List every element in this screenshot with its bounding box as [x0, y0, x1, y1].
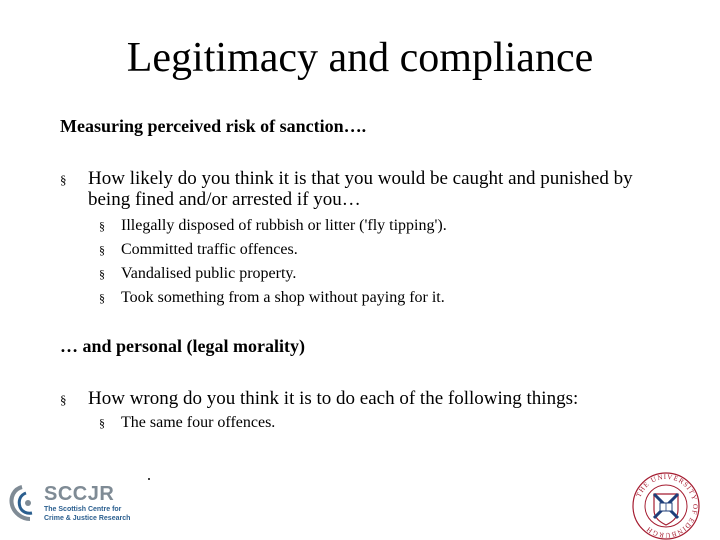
list-item-text: Illegally disposed of rubbish or litter ('fly tipping').: [121, 217, 447, 234]
morality-list: [99, 411, 275, 435]
section-heading-risk: Measuring perceived risk of sanction….: [60, 116, 367, 136]
bullet-icon: §: [60, 392, 67, 407]
bullet-icon: §: [99, 267, 105, 281]
list-item: [99, 286, 447, 310]
list-item-text: The same four offences.: [121, 414, 276, 431]
bullet-icon: §: [99, 219, 105, 233]
logo-tagline-line: Crime & Justice Research: [44, 515, 131, 522]
logo-tagline: [44, 505, 154, 523]
slide-title: Legitimacy and compliance: [126, 35, 594, 81]
question-morality-text: How wrong do you think it is to do each of the following things:: [88, 388, 579, 409]
sccjr-logo: [8, 483, 148, 529]
seal-text: THE UNIVERSITY OF EDINBURGH: [634, 472, 700, 540]
section-heading-morality: … and personal (legal morality): [60, 336, 305, 356]
list-item: [99, 411, 275, 435]
bullet-icon: §: [99, 243, 105, 257]
list-item-text: Vandalised public property.: [121, 265, 297, 282]
bullet-icon: §: [99, 291, 105, 305]
sccjr-mark-icon: [8, 485, 40, 523]
question-risk: [60, 168, 670, 210]
university-seal-icon: [630, 470, 702, 540]
list-item: [99, 238, 447, 262]
list-item-text: Took something from a shop without paying for it.: [121, 289, 445, 306]
stray-dot: [148, 478, 150, 480]
list-item: [99, 214, 447, 238]
bullet-icon: §: [60, 172, 67, 187]
logo-name: SCCJR: [44, 483, 115, 505]
question-risk-text: How likely do you think it is that you would be caught and punished by being fined and/or arrested if you…: [88, 168, 633, 210]
offence-list: [99, 214, 447, 310]
list-item-text: Committed traffic offences.: [121, 241, 298, 258]
list-item: [99, 262, 447, 286]
logo-tagline-line: The Scottish Centre for: [44, 506, 122, 513]
bullet-icon: §: [99, 416, 105, 430]
question-morality: [60, 388, 670, 409]
